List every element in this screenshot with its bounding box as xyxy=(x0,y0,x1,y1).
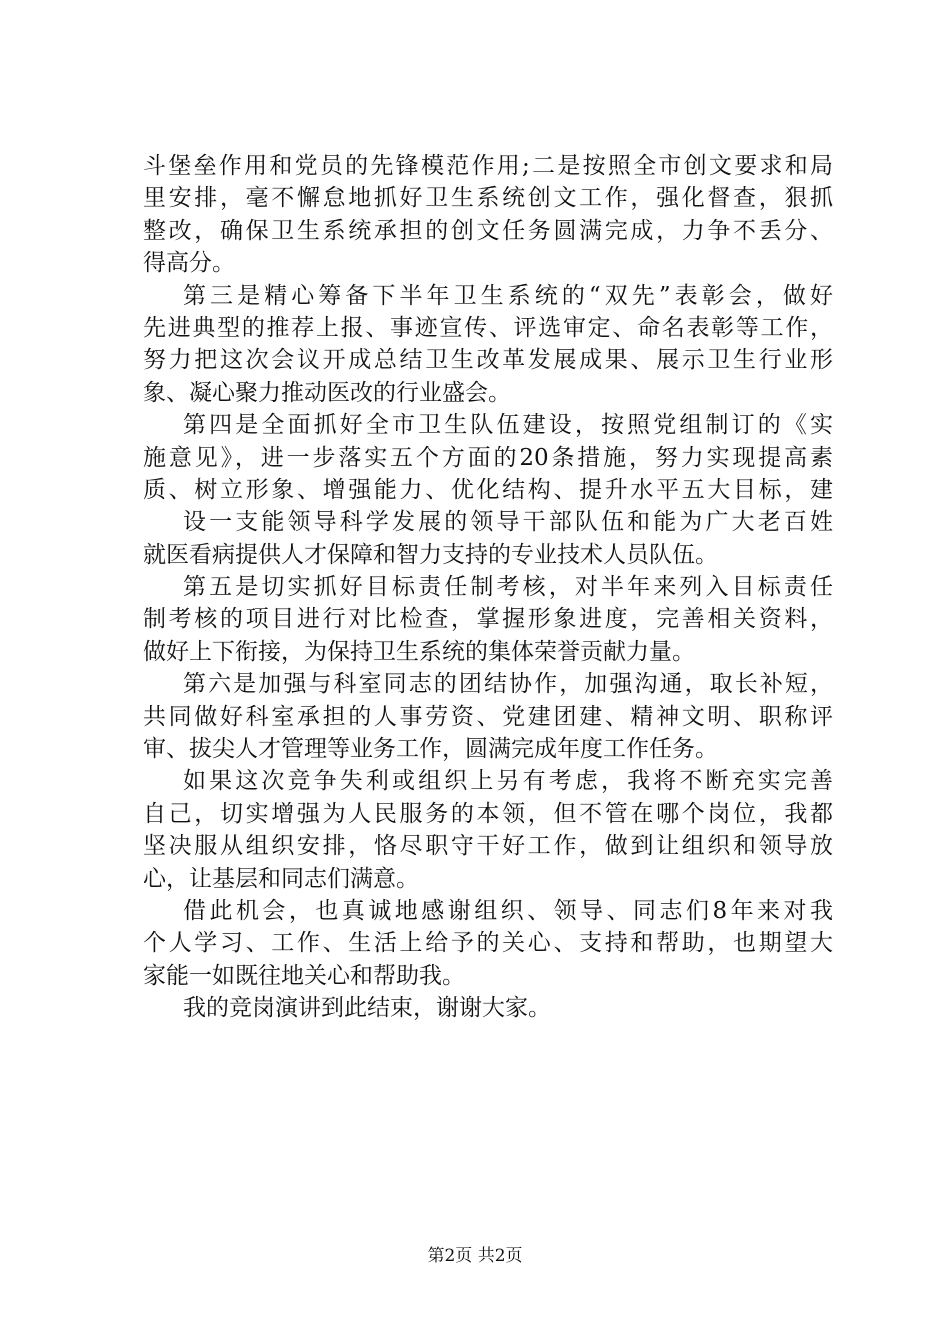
text-line: 努力把这次会议开成总结卫生改革发展成果、展示卫生行业形 xyxy=(143,347,833,374)
text-line: 质、树立形象、增强能力、优化结构、提升水平五大目标，建 xyxy=(143,476,833,503)
text-line: 坚决服从组织安排，恪尽职守干好工作，做到让组织和领导放 xyxy=(143,833,833,860)
text-line: 整改，确保卫生系统承担的创文任务圆满完成，力争不丢分、 xyxy=(143,217,833,244)
text-line: 心，让基层和同志们满意。 xyxy=(143,865,419,892)
text-line: 自己，切实增强为人民服务的本领，但不管在哪个岗位，我都 xyxy=(143,800,833,827)
text-line: 设一支能领导科学发展的领导干部队伍和能为广大老百姓 xyxy=(183,509,833,536)
text-line: 家能一如既往地关心和帮助我。 xyxy=(143,962,465,989)
text-line: 得高分。 xyxy=(143,250,235,277)
text-line: 就医看病提供人才保障和智力支持的专业技术人员队伍。 xyxy=(143,541,718,568)
text-line: 共同做好科室承担的人事劳资、党建团建、精神文明、职称评 xyxy=(143,703,833,730)
text-line: 制考核的项目进行对比检查，掌握形象进度，完善相关资料， xyxy=(143,606,833,633)
text-line: 象、凝心聚力推动医改的行业盛会。 xyxy=(143,379,511,406)
text-line: 第四是全面抓好全市卫生队伍建设，按照党组制订的《实 xyxy=(183,412,833,439)
text-line: 里安排，毫不懈怠地抓好卫生系统创文工作，强化督查，狠抓 xyxy=(143,185,833,212)
document-body xyxy=(143,150,833,1025)
text-line: 审、拔尖人才管理等业务工作，圆满完成年度工作任务。 xyxy=(143,736,718,763)
text-line: 施意见》，进一步落实五个方面的20条措施，努力实现提高素 xyxy=(143,444,833,471)
text-line: 第五是切实抓好目标责任制考核，对半年来列入目标责任 xyxy=(183,574,833,601)
text-line: 斗堡垒作用和党员的先锋模范作用;二是按照全市创文要求和局 xyxy=(143,153,833,179)
text-line: 我的竞岗演讲到此结束，谢谢大家。 xyxy=(183,995,551,1022)
text-line: 第六是加强与科室同志的团结协作，加强沟通，取长补短， xyxy=(183,671,833,698)
text-line: 个人学习、工作、生活上给予的关心、支持和帮助，也期望大 xyxy=(143,930,833,957)
text-line: 先进典型的推荐上报、事迹宣传、评选审定、命名表彰等工作， xyxy=(143,314,833,341)
text-line: 如果这次竞争失利或组织上另有考虑，我将不断充实完善 xyxy=(183,768,833,795)
text-line: 做好上下衔接，为保持卫生系统的集体荣誉贡献力量。 xyxy=(143,638,695,665)
text-line: 第三是精心筹备下半年卫生系统的“双先”表彰会，做好 xyxy=(183,282,833,309)
page-number-footer: 第2页 共2页 xyxy=(427,1246,523,1266)
text-line: 借此机会，也真诚地感谢组织、领导、同志们8年来对我 xyxy=(183,897,833,924)
